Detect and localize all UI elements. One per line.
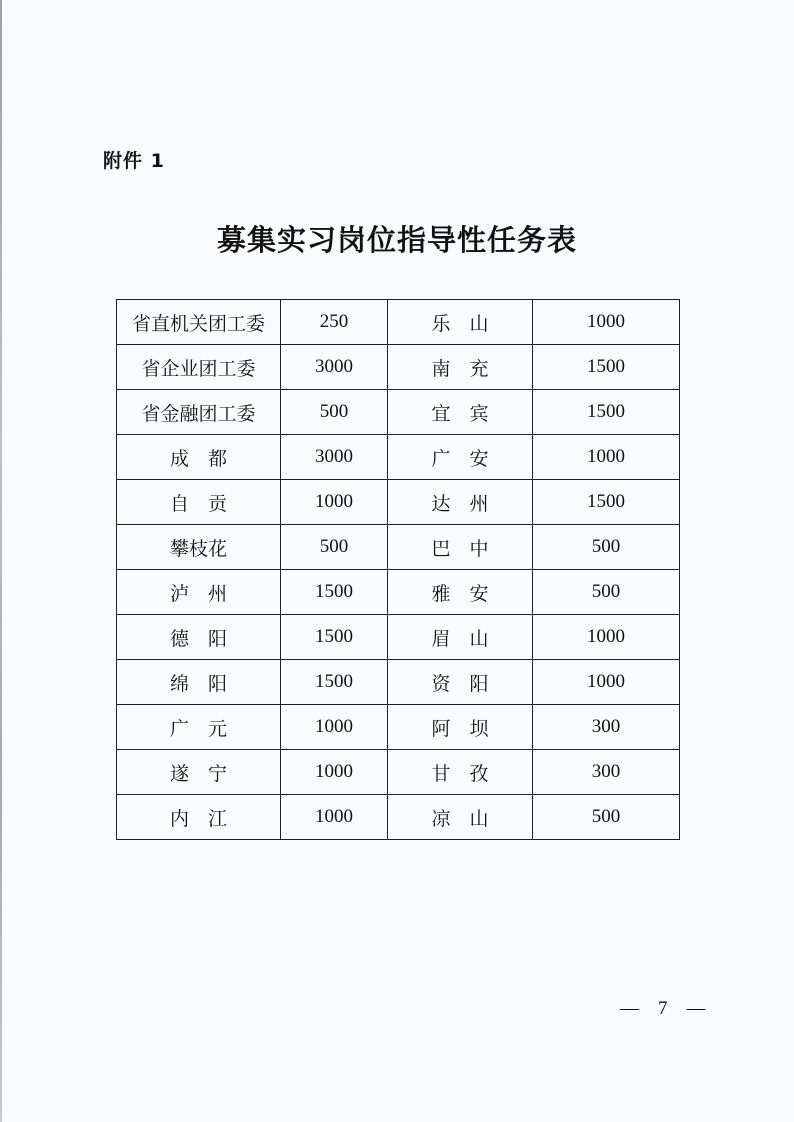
table-row (117, 795, 680, 840)
unit-name-cell: 绵 阳 (117, 660, 281, 705)
table-row (117, 525, 680, 570)
unit-name-cell: 省直机关团工委 (117, 300, 281, 345)
unit-name-cell: 雅 安 (388, 570, 533, 615)
quota-value-cell: 1000 (281, 705, 388, 750)
table-row (117, 300, 680, 345)
quota-value-cell: 300 (533, 705, 680, 750)
quota-value-cell: 250 (281, 300, 388, 345)
quota-value-cell: 1000 (281, 795, 388, 840)
quota-value-cell: 1000 (281, 480, 388, 525)
unit-name-cell: 德 阳 (117, 615, 281, 660)
quota-value-cell: 1500 (533, 345, 680, 390)
unit-name-cell: 省金融团工委 (117, 390, 281, 435)
quota-value-cell: 1500 (281, 570, 388, 615)
scan-edge (0, 0, 2, 1122)
unit-name-cell: 凉 山 (388, 795, 533, 840)
table-row (117, 435, 680, 480)
unit-name-cell: 眉 山 (388, 615, 533, 660)
unit-name-cell: 乐 山 (388, 300, 533, 345)
quota-value-cell: 1500 (281, 660, 388, 705)
unit-name-cell: 巴 中 (388, 525, 533, 570)
quota-value-cell: 1000 (281, 750, 388, 795)
quota-value-cell: 500 (281, 525, 388, 570)
task-table (116, 299, 680, 840)
document-title: 募集实习岗位指导性任务表 (216, 223, 577, 257)
unit-name-cell: 南 充 (388, 345, 533, 390)
table-row (117, 705, 680, 750)
task-table-body (117, 300, 680, 840)
quota-value-cell: 1000 (533, 660, 680, 705)
unit-name-cell: 达 州 (388, 480, 533, 525)
unit-name-cell: 广 元 (117, 705, 281, 750)
table-row (117, 660, 680, 705)
unit-name-cell: 自 贡 (117, 480, 281, 525)
quota-value-cell: 3000 (281, 435, 388, 480)
unit-name-cell: 甘 孜 (388, 750, 533, 795)
quota-value-cell: 1000 (533, 435, 680, 480)
unit-name-cell: 省企业团工委 (117, 345, 281, 390)
quota-value-cell: 500 (281, 390, 388, 435)
quota-value-cell: 1500 (281, 615, 388, 660)
quota-value-cell: 300 (533, 750, 680, 795)
unit-name-cell: 成 都 (117, 435, 281, 480)
quota-value-cell: 500 (533, 525, 680, 570)
unit-name-cell: 宜 宾 (388, 390, 533, 435)
table-row (117, 615, 680, 660)
table-row (117, 570, 680, 615)
table-row (117, 750, 680, 795)
unit-name-cell: 内 江 (117, 795, 281, 840)
quota-value-cell: 1000 (533, 615, 680, 660)
unit-name-cell: 资 阳 (388, 660, 533, 705)
quota-value-cell: 500 (533, 570, 680, 615)
quota-value-cell: 500 (533, 795, 680, 840)
unit-name-cell: 泸 州 (117, 570, 281, 615)
quota-value-cell: 1500 (533, 480, 680, 525)
quota-value-cell: 3000 (281, 345, 388, 390)
table-row (117, 390, 680, 435)
table-row (117, 480, 680, 525)
unit-name-cell: 阿 坝 (388, 705, 533, 750)
quota-value-cell: 1000 (533, 300, 680, 345)
unit-name-cell: 攀枝花 (117, 525, 281, 570)
page-number: — 7 — (620, 998, 706, 1019)
table-row (117, 345, 680, 390)
unit-name-cell: 广 安 (388, 435, 533, 480)
unit-name-cell: 遂 宁 (117, 750, 281, 795)
attachment-label: 附件 1 (103, 150, 165, 172)
quota-value-cell: 1500 (533, 390, 680, 435)
